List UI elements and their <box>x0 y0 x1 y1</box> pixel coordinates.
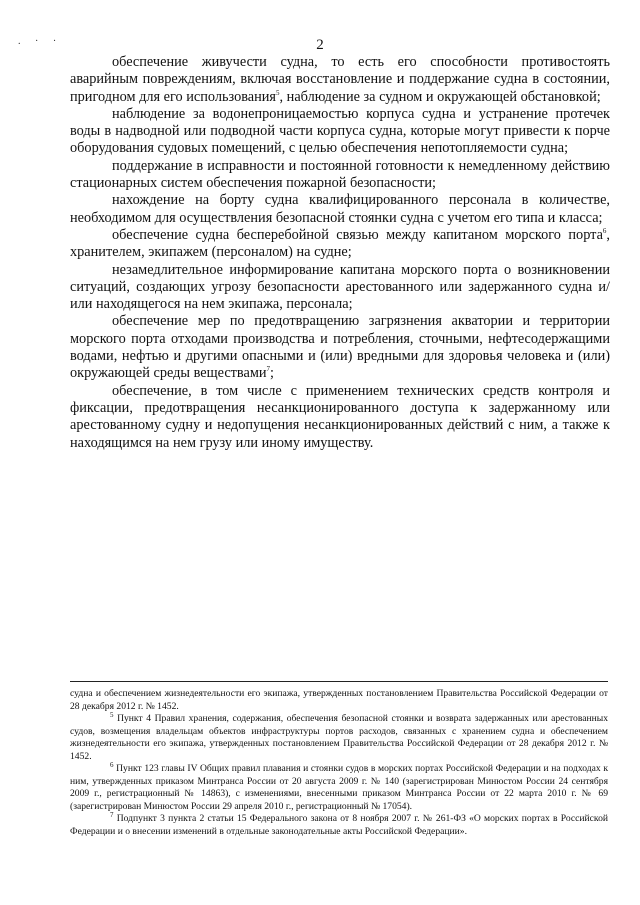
footnote-ref[interactable]: 5 <box>276 88 280 97</box>
main-text <box>70 54 610 452</box>
paragraph <box>70 54 610 106</box>
footnote-text: Пункт 123 главы IV Общих правил плавания и стоянки судов в морских портах Российской Федерации и на подходах к ним, утвержденных приказом Минтранса России от 20 августа 2009 г. № 140 (зарегистрирован Минюстом России 24 сентября 2009 г., регистрационный № 14863), с изменениями, внесенными приказом Минтранса России от 22 марта 2010 г. № 69 (зарегистрирован Минюстом России 29 апреля 2010 г., регистрационный № 17054). <box>70 763 608 812</box>
paragraph <box>70 192 610 227</box>
paragraph <box>70 313 610 382</box>
paragraph-text: поддержание в исправности и постоянной готовности к немедленному действию стационарных систем обеспечения пожарной безопасности; <box>70 157 610 192</box>
footnote-ref[interactable]: 6 <box>602 227 607 236</box>
footnote-text: Подпункт 3 пункта 2 статьи 15 Федерального закона от 8 ноября 2007 г. № 261-ФЗ «О морских портах в Российской Федерации и о внесении изменений в отдельные законодательные акты Российской Федерации». <box>70 813 608 837</box>
paragraph <box>70 383 610 452</box>
footnote-number: 7 <box>110 810 114 819</box>
scan-marks: . · · <box>18 36 63 47</box>
paragraph-text: обеспечение мер по предотвращению загрязнения акватории и территории морского порта отходами производства и потребления, сточными, нефтесодержащими водами, нефтью и другими опасными и (или) вредными для здоровья человека и (или) окружающей среды веществами <box>70 313 610 382</box>
footnote-text: судна и обеспечением жизнедеятельности его экипажа, утвержденных постановлением Правительства Российской Федерации от 28 декабря 2012 г. № 1452. <box>70 688 608 712</box>
paragraph <box>70 227 610 262</box>
paragraph-text: обеспечение, в том числе с применением технических средств контроля и фиксации, предотвращения несанкционированного доступа к задержанному или арестованному судну и недопущения несанкционированных действий с ним, а также к находящимся на нем грузу или иному имуществу. <box>70 382 610 451</box>
footnote <box>70 710 608 763</box>
paragraph-text: обеспечение живучести судна, то есть его способности противостоять аварийным повреждениям, включая восстановление и поддержание судна в состоянии, пригодном для его использования <box>70 54 610 105</box>
paragraph-tail: ; <box>270 365 275 382</box>
page-number: 2 <box>316 37 324 53</box>
footnote-separator <box>70 681 608 682</box>
footnotes <box>70 688 608 838</box>
footnote-text: Пункт 4 Правил хранения, содержания, обеспечения безопасной стоянки и возврата задержанных или арестованных судов, возмещения владельцам объектов инфраструктуры портов расходов, связанных с хранением судна и обеспечением жизнедеятельности его экипажа, утвержденных постановлением Правительства Российской Федерации от 28 декабря 2012 г. № 1452. <box>70 713 608 762</box>
paragraph <box>70 158 610 193</box>
paragraph <box>70 262 610 314</box>
paragraph-text: наблюдение за водонепроницаемостью корпуса судна и устранение протечек воды в надводной или подводной части корпуса судна, которые могут привести к порче оборудования судовых помещений, с целью обеспечения непотопляемости судна; <box>70 105 610 157</box>
footnote <box>70 688 608 713</box>
paragraph-text: обеспечение судна бесперебойной связью между капитаном морского порта <box>112 226 603 243</box>
paragraph-text: нахождение на борту судна квалифицированного персонала в количестве, необходимом для осуществления безопасной стоянки судна с учетом его типа и класса; <box>70 192 610 226</box>
paragraph-tail: , наблюдение за судном и окружающей обстановкой; <box>279 88 601 105</box>
paragraph-tail: , хранителем, экипажем (персоналом) на судне; <box>70 226 610 261</box>
footnote <box>70 760 608 813</box>
paragraph <box>70 106 610 158</box>
paragraph-text: незамедлительное информирование капитана морского порта о возникновении ситуаций, создающих угрозу безопасности арестованного или задержанного судна и/или находящегося на нем экипажа, персонала; <box>70 261 610 313</box>
footnote-number: 5 <box>110 710 114 719</box>
footnote-ref[interactable]: 7 <box>266 365 271 374</box>
footnote <box>70 810 608 838</box>
footnote-number: 6 <box>110 760 114 769</box>
